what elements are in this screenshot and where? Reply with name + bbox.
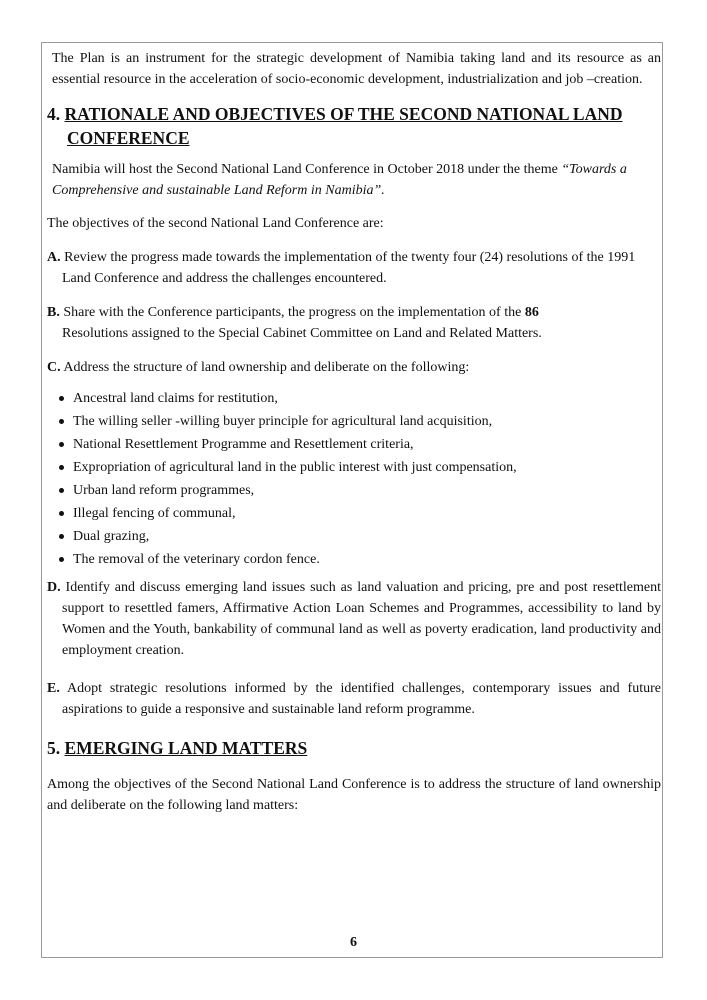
objective-c-bullet-list xyxy=(47,387,661,571)
objective-a-text: Review the progress made towards the implementation of the twenty four (24) resolutions of the 1991 Land Conference and address the challenges encountered. xyxy=(62,250,636,286)
bullet-text: Expropriation of agricultural land in the public interest with just compensation, xyxy=(73,460,517,475)
objective-b-letter: B. xyxy=(47,305,60,320)
bullet-icon xyxy=(59,465,64,470)
objective-c-letter: C. xyxy=(47,360,61,375)
bullet-text: Urban land reform programmes, xyxy=(73,483,255,498)
theme-paragraph xyxy=(52,159,661,201)
bullet-icon xyxy=(59,488,64,493)
section-5-number: 5. xyxy=(47,738,61,758)
section-4-heading xyxy=(47,102,661,150)
section-5-title: EMERGING LAND MATTERS xyxy=(64,738,308,758)
bullet-text: The willing seller -willing buyer principle for agricultural land acquisition, xyxy=(73,414,493,429)
objective-b-text: Share with the Conference participants, the progress on the implementation of the xyxy=(63,305,525,320)
intro-paragraph: The Plan is an instrument for the strategic development of Namibia taking land and its resource as an essential resource in the acceleration of socio-economic development, industrialization and job –creation. xyxy=(52,51,661,87)
objective-c xyxy=(47,357,661,378)
list-item xyxy=(47,456,661,479)
objective-a xyxy=(47,247,661,289)
list-item xyxy=(47,410,661,433)
bullet-text: National Resettlement Programme and Resettlement criteria, xyxy=(73,437,414,452)
bullet-text: Ancestral land claims for restitution, xyxy=(73,391,278,406)
objective-a-letter: A. xyxy=(47,250,61,265)
objective-e-text: Adopt strategic resolutions informed by the identified challenges, contemporary issues and future aspirations to guide a responsive and sustainable land reform programme. xyxy=(62,681,661,717)
bullet-icon xyxy=(59,534,64,539)
objective-b-count: 86 xyxy=(524,305,539,320)
bullet-icon xyxy=(59,419,64,424)
objectives-intro: The objectives of the second National Land Conference are: xyxy=(47,216,384,231)
objective-e xyxy=(47,678,661,720)
bullet-icon xyxy=(59,396,64,401)
list-item xyxy=(47,525,661,548)
theme-quote: “Towards a Comprehensive and sustainable Land Reform in Namibia”. xyxy=(52,162,627,198)
section-5-heading xyxy=(47,736,661,760)
list-item xyxy=(47,387,661,410)
objective-d-text: Identify and discuss emerging land issues such as land valuation and pricing, pre and post resettlement support to resettled famers, Affirmative Action Loan Schemes and Programmes, accessibility to land by Women and the Youth, bankability of communal land as well as poverty eradication, land productivity and employment creation. xyxy=(62,580,661,658)
bullet-text: Dual grazing, xyxy=(73,529,150,544)
section-4-title-line2: CONFERENCE xyxy=(67,128,190,148)
objective-b-text-cont: Resolutions assigned to the Special Cabinet Committee on Land and Related Matters. xyxy=(62,326,542,341)
section-4-number: 4. xyxy=(47,104,61,124)
page-number: 6 xyxy=(350,935,357,950)
bullet-icon xyxy=(59,511,64,516)
objective-d xyxy=(47,577,661,661)
closing-paragraph: Among the objectives of the Second National Land Conference is to address the structure of land ownership and deliberate on the following land matters: xyxy=(47,777,661,813)
objective-b xyxy=(47,302,661,344)
document-body xyxy=(47,48,661,816)
list-item xyxy=(47,502,661,525)
section-4-title-line1: RATIONALE AND OBJECTIVES OF THE SECOND NATIONAL LAND xyxy=(64,104,623,124)
theme-text: Namibia will host the Second National Land Conference in October 2018 under the theme xyxy=(52,162,562,177)
bullet-text: The removal of the veterinary cordon fence. xyxy=(73,552,320,567)
objective-e-letter: E. xyxy=(47,681,60,696)
list-item xyxy=(47,479,661,502)
objective-d-letter: D. xyxy=(47,580,61,595)
bullet-icon xyxy=(59,557,64,562)
list-item xyxy=(47,548,661,571)
bullet-text: Illegal fencing of communal, xyxy=(73,506,236,521)
bullet-icon xyxy=(59,442,64,447)
list-item xyxy=(47,433,661,456)
objective-c-text: Address the structure of land ownership and deliberate on the following: xyxy=(63,360,470,375)
